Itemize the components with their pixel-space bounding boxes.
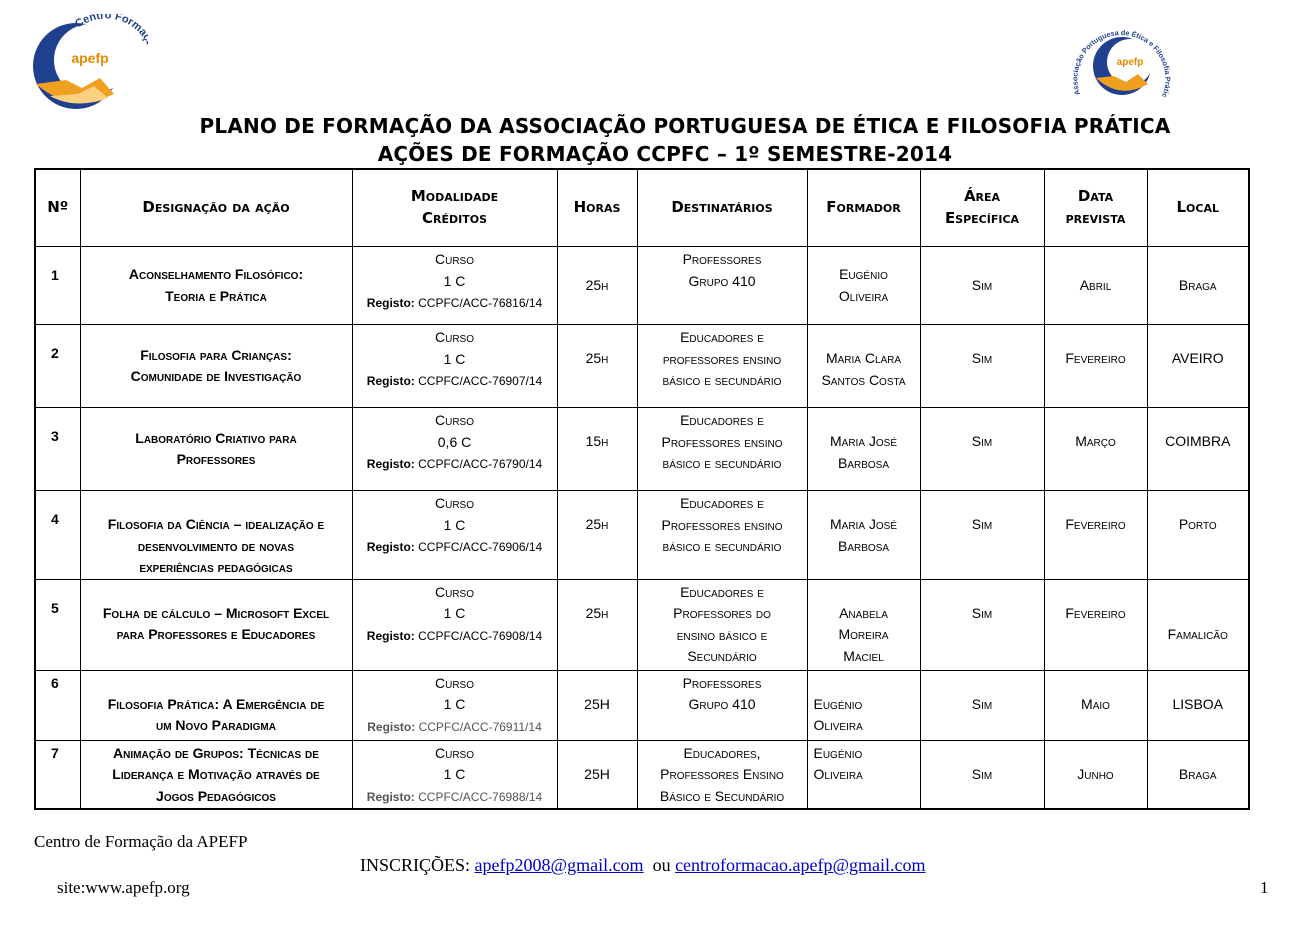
row-destinatarios	[637, 579, 807, 670]
row-num: 5	[35, 579, 80, 670]
logo-center-text: apefp	[71, 50, 109, 66]
modalidade-text: Curso	[434, 495, 474, 511]
row-modalidade	[352, 740, 557, 809]
table-row	[35, 579, 1249, 670]
formador-line: Barbosa	[837, 537, 890, 554]
row-designacao	[80, 740, 352, 809]
registo-text	[367, 457, 542, 471]
row-data: Fevereiro	[1044, 579, 1147, 670]
designacao-line: Comunidade de Investigação	[130, 368, 302, 384]
table-row	[35, 491, 1249, 580]
row-local: COIMBRA	[1147, 408, 1249, 491]
formador-line: Maria Clara	[825, 350, 902, 366]
row-area: Sim	[920, 408, 1044, 491]
email-link-centroformacao[interactable]: centroformacao.apefp@gmail.com	[675, 855, 926, 875]
destinatarios-line: Educadores e	[680, 412, 764, 428]
formador-line: Maria José	[829, 433, 897, 449]
destinatarios-line: Básico e Secundário	[659, 787, 785, 804]
modalidade-text: Curso	[434, 251, 474, 267]
row-designacao	[80, 247, 352, 325]
formador-line: Eugénio	[813, 744, 863, 761]
creditos-text: 1 C	[443, 272, 466, 289]
footer-site: site:www.apefp.org	[57, 878, 190, 897]
row-data: Junho	[1044, 740, 1147, 809]
formador-line: Maria José	[829, 516, 897, 532]
header-data	[1044, 169, 1147, 247]
destinatarios-line: Professores ensino	[661, 516, 783, 533]
row-horas: 25h	[557, 579, 637, 670]
creditos-text: 1 C	[443, 605, 466, 621]
header-local: Local	[1147, 169, 1249, 247]
formador-line: Anabela	[839, 604, 888, 621]
registo-code: CCPFC/ACC-76906/14	[418, 540, 543, 554]
destinatarios-line: Professores Ensino	[660, 766, 784, 782]
row-designacao	[80, 408, 352, 491]
designacao-line: para Professores e Educadores	[116, 626, 316, 642]
footer-centro: Centro de Formação da APEFP	[34, 832, 248, 851]
destinatarios-line: Secundário	[687, 648, 757, 664]
destinatarios-line: básico e secundário	[662, 455, 782, 471]
destinatarios-line: ensino básico e	[676, 626, 768, 643]
row-destinatarios	[637, 740, 807, 809]
registo-text	[367, 296, 542, 310]
registo-label: Registo:	[366, 628, 415, 643]
registo-code: CCPFC/ACC-76790/14	[418, 457, 543, 471]
destinatarios-line: básico e secundário	[662, 372, 782, 388]
designacao-line: Laboratório Criativo para	[135, 429, 297, 446]
designacao-line: Jogos Pedagógicos	[156, 787, 276, 804]
header-destinatarios: Destinatários	[637, 169, 807, 247]
modalidade-text: Curso	[434, 744, 474, 761]
logo-arc-text: Associação Portuguesa de Ética e Filosofia Prátic	[1070, 28, 1173, 99]
row-modalidade	[352, 670, 557, 740]
header-area-line1: Área	[963, 187, 1001, 206]
row-horas: 25H	[557, 670, 637, 740]
creditos-text: 1 C	[443, 696, 466, 712]
table-row	[35, 670, 1249, 740]
registo-code: CCPFC/ACC-76816/14	[418, 296, 543, 310]
row-designacao	[80, 491, 352, 580]
row-area: Sim	[920, 670, 1044, 740]
registo-text	[367, 540, 542, 554]
destinatarios-line: Educadores e	[680, 329, 764, 345]
formador-line: Eugénio	[813, 695, 863, 712]
destinatarios-line: básico e secundário	[662, 538, 782, 554]
registo-label: Registo:	[366, 457, 415, 471]
table-row	[35, 247, 1249, 325]
formador-line: Santos Costa	[821, 371, 906, 388]
registo-text	[367, 629, 542, 643]
registo-text	[367, 720, 542, 734]
row-horas: 25h	[557, 491, 637, 580]
row-num: 2	[35, 325, 80, 408]
row-designacao	[80, 579, 352, 670]
row-destinatarios	[637, 408, 807, 491]
modalidade-text: Curso	[434, 674, 474, 691]
header-area-line2: Específica	[944, 209, 1020, 227]
table-row	[35, 408, 1249, 491]
row-destinatarios	[637, 247, 807, 325]
destinatarios-line: Grupo 410	[688, 696, 756, 712]
table-header-row	[35, 169, 1249, 247]
email-link-apefp2008[interactable]: apefp2008@gmail.com	[474, 855, 644, 875]
row-designacao	[80, 325, 352, 408]
designacao-line: experiências pedagógicas	[139, 559, 293, 575]
row-area: Sim	[920, 740, 1044, 809]
row-destinatarios	[637, 491, 807, 580]
row-formador	[807, 325, 920, 408]
training-plan-table	[34, 168, 1250, 810]
row-formador	[807, 491, 920, 580]
header-modalidade-line1: Modalidade	[410, 187, 499, 206]
designacao-line: Animação de Grupos: Técnicas de	[113, 744, 319, 761]
header-data-line1: Data	[1077, 187, 1114, 206]
ou-text: ou	[652, 855, 671, 875]
destinatarios-line: Professores	[682, 251, 762, 267]
modalidade-text: Curso	[434, 412, 474, 428]
inscricoes-label: INSCRIÇÕES:	[360, 855, 471, 875]
registo-label: Registo:	[366, 296, 415, 310]
row-formador	[807, 408, 920, 491]
row-horas: 25h	[557, 325, 637, 408]
header-num: Nº	[35, 169, 80, 247]
registo-code: CCPFC/ACC-76988/14	[418, 789, 543, 804]
designacao-line: Folha de cálculo – Microsoft Excel	[102, 604, 330, 621]
designacao-line: Aconselhamento Filosófico:	[128, 266, 304, 282]
destinatarios-line: Professores do	[673, 605, 771, 621]
row-local: Braga	[1147, 247, 1249, 325]
formador-line: Maciel	[843, 647, 884, 664]
row-area: Sim	[920, 325, 1044, 408]
row-local: Porto	[1147, 491, 1249, 580]
designacao-line: desenvolvimento de novas	[137, 537, 295, 554]
row-modalidade	[352, 579, 557, 670]
creditos-text: 1 C	[443, 766, 466, 782]
row-modalidade	[352, 491, 557, 580]
row-modalidade	[352, 247, 557, 325]
formador-line: Oliveira	[813, 766, 863, 782]
registo-code: CCPFC/ACC-76908/14	[418, 628, 543, 643]
row-local: AVEIRO	[1147, 325, 1249, 408]
row-horas: 25h	[557, 247, 637, 325]
creditos-text: 0,6 C	[437, 433, 472, 450]
row-local: Famalicão	[1147, 579, 1249, 670]
designacao-line: Liderança e Motivação através de	[112, 766, 320, 782]
row-data: Fevereiro	[1044, 491, 1147, 580]
row-num: 3	[35, 408, 80, 491]
registo-text	[367, 374, 542, 388]
header-modalidade-line2: Créditos	[422, 209, 487, 227]
footer-inscricoes	[360, 855, 926, 876]
designacao-line: um Novo Paradigma	[155, 717, 276, 733]
formador-line: Moreira	[838, 626, 889, 642]
formador-line: Eugénio	[839, 266, 888, 282]
row-modalidade	[352, 408, 557, 491]
table-row	[35, 740, 1249, 809]
header-data-line2: prevista	[1065, 209, 1126, 227]
destinatarios-line: Educadores e	[680, 495, 764, 511]
registo-label: Registo:	[366, 540, 415, 554]
designacao-line: Filosofia Prática: A Emergência de	[107, 695, 325, 712]
registo-label: Registo:	[366, 789, 415, 804]
row-modalidade	[352, 325, 557, 408]
destinatarios-line: professores ensino	[662, 350, 782, 367]
row-area: Sim	[920, 491, 1044, 580]
designacao-line: Filosofia para Crianças:	[140, 346, 292, 363]
row-data: Março	[1044, 408, 1147, 491]
row-num: 6	[35, 670, 80, 740]
destinatarios-line: Educadores,	[683, 744, 761, 761]
registo-text	[367, 790, 542, 804]
row-horas: 25H	[557, 740, 637, 809]
row-num: 7	[35, 740, 80, 809]
row-area: Sim	[920, 579, 1044, 670]
creditos-text: 1 C	[443, 350, 466, 367]
document-subtitle: AÇÕES DE FORMAÇÃO CCPFC – 1º SEMESTRE-2014	[377, 142, 953, 166]
row-formador	[807, 247, 920, 325]
page-number: 1	[1260, 878, 1269, 897]
row-data: Fevereiro	[1044, 325, 1147, 408]
registo-code: CCPFC/ACC-76911/14	[418, 719, 542, 734]
row-local: Braga	[1147, 740, 1249, 809]
header-modalidade	[352, 169, 557, 247]
destinatarios-line: Professores	[682, 674, 762, 691]
row-num: 4	[35, 491, 80, 580]
header-area	[920, 169, 1044, 247]
row-destinatarios	[637, 325, 807, 408]
formador-line: Oliveira	[813, 717, 863, 733]
apefp-association-logo	[1066, 14, 1174, 114]
header-formador: Formador	[807, 169, 920, 247]
destinatarios-line: Educadores e	[680, 583, 764, 600]
document-title: PLANO DE FORMAÇÃO DA ASSOCIAÇÃO PORTUGUESA DE ÉTICA E FILOSOFIA PRÁTICA	[199, 114, 1171, 138]
row-formador	[807, 579, 920, 670]
modalidade-text: Curso	[434, 583, 474, 600]
header-designacao: Designação da ação	[80, 169, 352, 247]
designacao-line: Teoria e Prática	[165, 287, 267, 304]
creditos-text: 1 C	[443, 516, 466, 533]
modalidade-text: Curso	[434, 329, 474, 345]
row-formador	[807, 740, 920, 809]
designacao-line: Professores	[176, 451, 256, 467]
row-destinatarios	[637, 670, 807, 740]
registo-code: CCPFC/ACC-76907/14	[418, 374, 543, 388]
logo-arc-text: Centro Form	[72, 14, 145, 35]
logo-center-text: apefp	[1116, 57, 1144, 68]
destinatarios-line: Grupo 410	[688, 272, 756, 289]
row-horas: 15h	[557, 408, 637, 491]
row-data: Maio	[1044, 670, 1147, 740]
row-area: Sim	[920, 247, 1044, 325]
row-data: Abril	[1044, 247, 1147, 325]
formador-line: Barbosa	[837, 454, 890, 471]
apefp-centro-formacao-logo	[30, 14, 148, 116]
header-horas: Horas	[557, 169, 637, 247]
registo-label: Registo:	[367, 719, 416, 734]
designacao-line: Filosofia da Ciência – idealização e	[107, 516, 325, 532]
formador-line: Oliveira	[838, 287, 889, 304]
row-designacao	[80, 670, 352, 740]
row-local: LISBOA	[1147, 670, 1249, 740]
row-formador	[807, 670, 920, 740]
row-num: 1	[35, 247, 80, 325]
registo-label: Registo:	[366, 374, 415, 388]
destinatarios-line: Professores ensino	[661, 433, 783, 450]
table-row	[35, 325, 1249, 408]
